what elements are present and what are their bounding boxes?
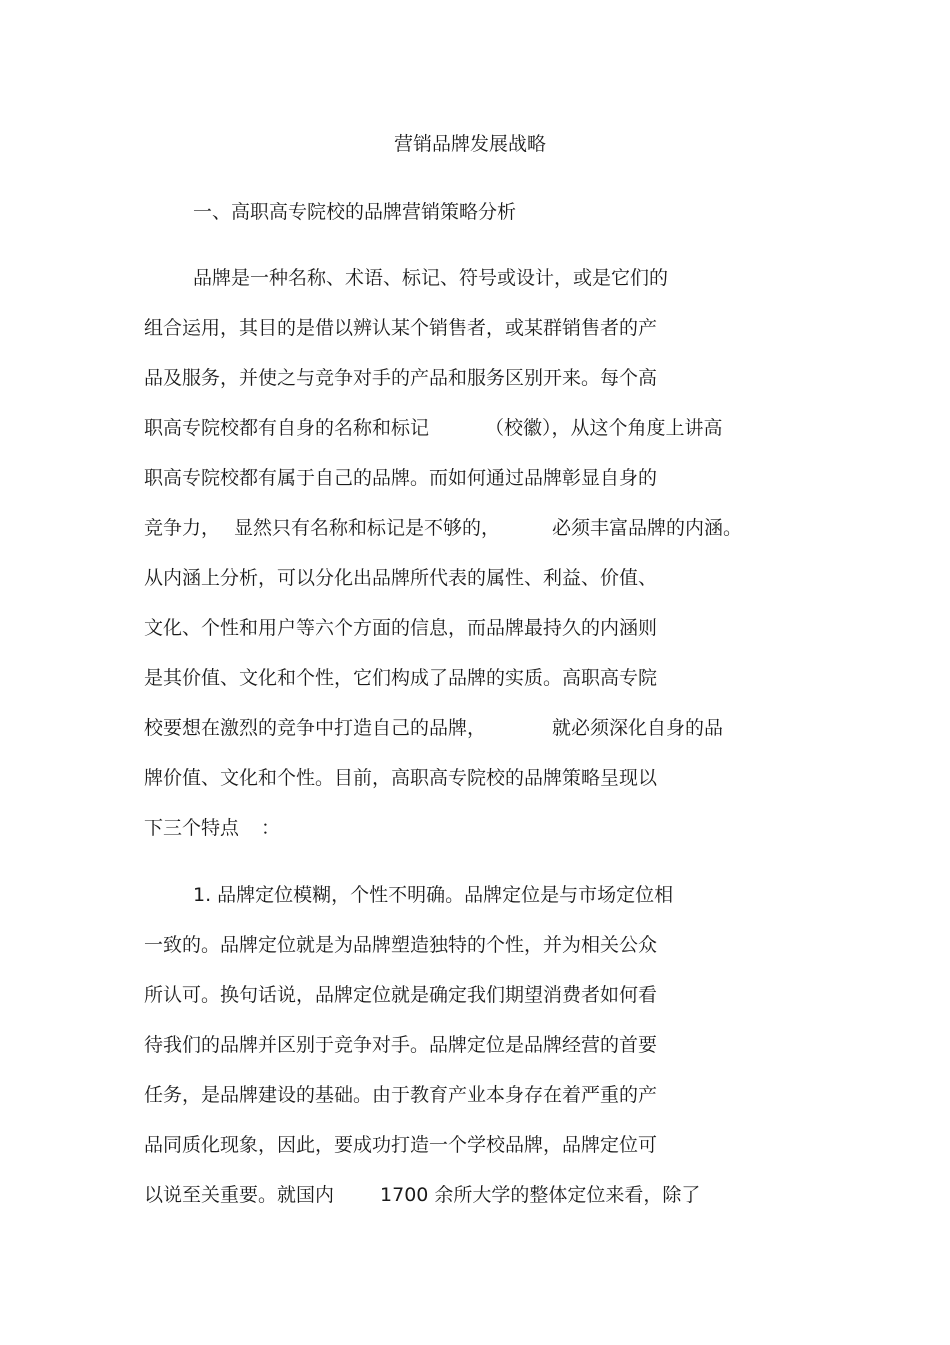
paragraph-line — [144, 715, 723, 741]
paragraph-line: 品同质化现象，因此，要成功打造一个学校品牌，品牌定位可 — [144, 1134, 658, 1156]
paragraph-line-segment: 职高专院校都有自身的名称和标记 — [144, 417, 430, 439]
paragraph-line: 1. 品牌定位模糊，个性不明确。品牌定位是与市场定位相 — [193, 884, 674, 906]
paragraph-line — [144, 515, 742, 541]
paragraph-line: 组合运用，其目的是借以辨认某个销售者，或某群销售者的产 — [144, 317, 658, 339]
paragraph-line: 待我们的品牌并区别于竞争对手。品牌定位是品牌经营的首要 — [144, 1034, 658, 1056]
paragraph-line: 任务，是品牌建设的基础。由于教育产业本身存在着严重的产 — [144, 1084, 658, 1106]
paragraph-line — [144, 1182, 700, 1208]
paragraph-line-segment: 校要想在激烈的竞争中打造自己的品牌， — [144, 717, 487, 739]
paragraph-line-segment: 下三个特点 — [144, 817, 240, 839]
paragraph-line-segment: 显然只有名称和标记是不够的， — [234, 517, 501, 539]
paragraph-line-segment: （校徽），从这个角度上讲高 — [485, 417, 723, 439]
paragraph-line-segment: ： — [261, 817, 281, 839]
paragraph-line: 一致的。品牌定位就是为品牌塑造独特的个性，并为相关公众 — [144, 934, 658, 956]
paragraph-line-segment: 必须丰富品牌的内涵。 — [552, 517, 743, 539]
paragraph-line — [144, 415, 723, 441]
paragraph-line-segment: 1700 余所大学的整体定位来看，除了 — [380, 1184, 701, 1206]
paragraph-line: 文化、个性和用户等六个方面的信息，而品牌最持久的内涵则 — [144, 617, 658, 639]
paragraph-line: 品牌是一种名称、术语、标记、符号或设计，或是它们的 — [193, 267, 669, 289]
paragraph-line — [144, 815, 280, 841]
section-heading: 一、高职高专院校的品牌营销策略分析 — [193, 201, 517, 223]
paragraph-line-segment: 就必须深化自身的品 — [552, 717, 724, 739]
paragraph-line: 牌价值、文化和个性。目前，高职高专院校的品牌策略呈现以 — [144, 767, 658, 789]
paragraph-line: 是其价值、文化和个性，它们构成了品牌的实质。高职高专院 — [144, 667, 658, 689]
paragraph-line: 职高专院校都有属于自己的品牌。而如何通过品牌彰显自身的 — [144, 467, 658, 489]
document-title: 营销品牌发展战略 — [393, 133, 546, 155]
paragraph-line: 所认可。换句话说，品牌定位就是确定我们期望消费者如何看 — [144, 984, 658, 1006]
paragraph-line: 品及服务，并使之与竞争对手的产品和服务区别开来。每个高 — [144, 367, 658, 389]
paragraph-line-segment: 竞争力， — [144, 517, 221, 539]
paragraph-line: 从内涵上分析，可以分化出品牌所代表的属性、利益、价值、 — [144, 567, 658, 589]
paragraph-line-segment: 以说至关重要。就国内 — [144, 1184, 335, 1206]
